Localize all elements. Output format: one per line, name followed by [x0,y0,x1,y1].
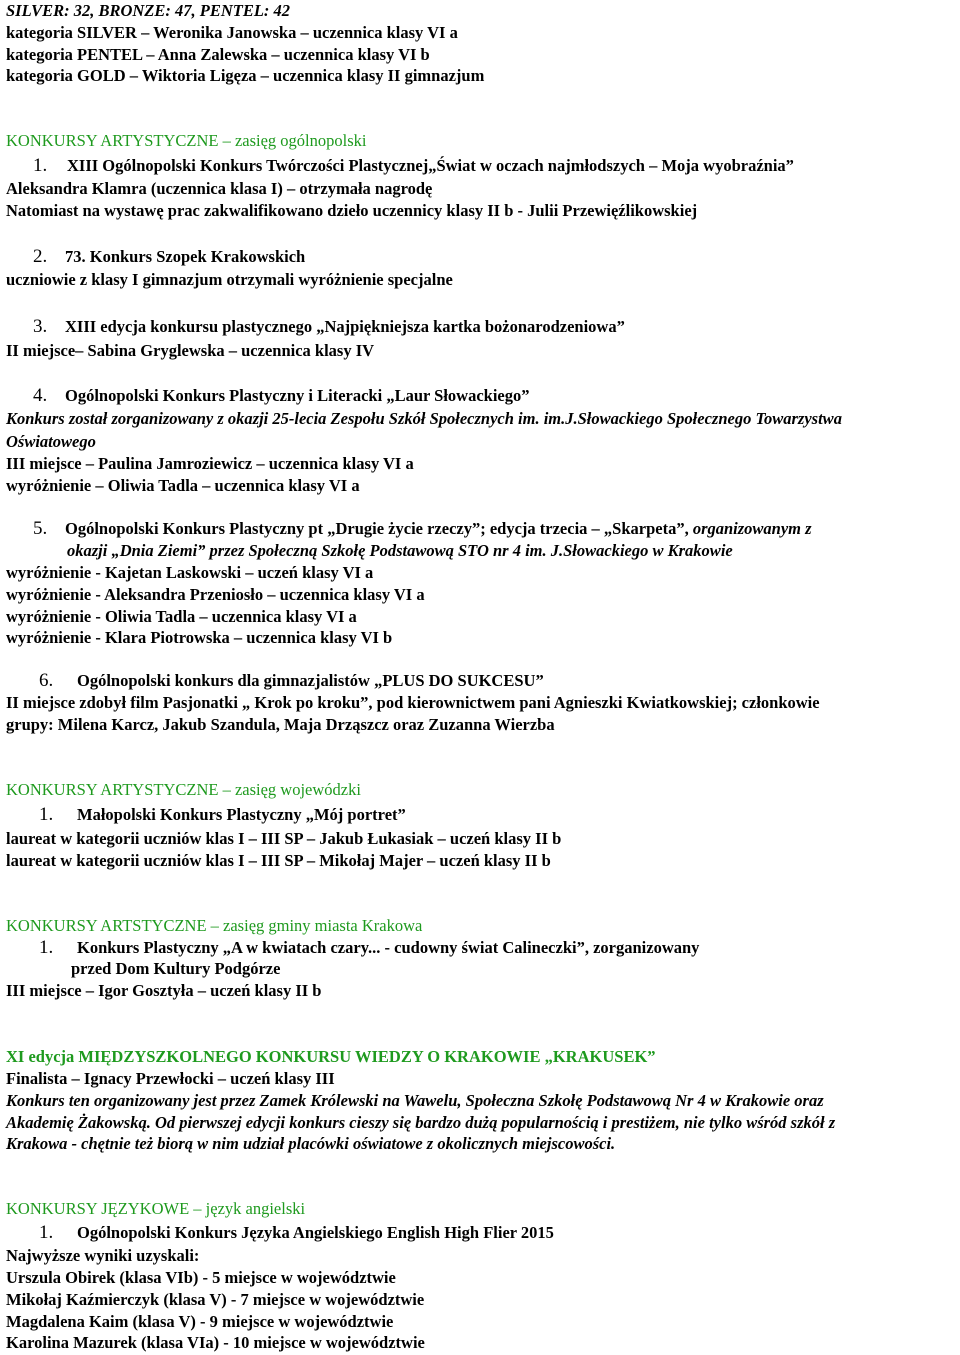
section-heading-krakusek: XI edycja MIĘDZYSZKOLNEGO KONKURSU WIEDZY O KRAKOWIE „KRAKUSEK” [6,1047,656,1066]
category-pentel-line: kategoria PENTEL – Anna Zalewska – uczennica klasy VI b [6,45,430,64]
item-title: Małopolski Konkurs Plastyczny „Mój portret” [77,805,406,824]
item-note: Konkurs został zorganizowany z okazji 25-lecia Zespołu Szkół Społecznych im. im.J.Słowackiego Społecznego Towarzystwa [6,409,842,428]
item-line: III miejsce – Paulina Jamroziewicz – uczennica klasy VI a [6,454,414,473]
item-title: XIII edycja konkursu plastycznego „Najpiękniejsza kartka bożonarodzeniowa” [65,317,625,336]
item-line: Mikołaj Kaźmierczyk (klasa V) - 7 miejsce w województwie [6,1290,425,1309]
section-heading-language: KONKURSY JĘZYKOWE – język angielski [6,1199,306,1218]
section-heading-city: KONKURSY ARTSTYCZNE – zasięg gminy miasta Krakowa [6,916,423,935]
item-title: Ogólnopolski konkurs dla gimnazjalistów „PLUS DO SUKCESU” [77,671,544,690]
item-line: wyróżnienie - Kajetan Laskowski – uczeń klasy VI a [6,563,374,582]
item-line: przed Dom Kultury Podgórze [71,959,281,978]
item-line: Najwyższe wyniki uzyskali: [6,1246,200,1265]
item-line: III miejsce – Igor Gosztyła – uczeń klasy II b [6,981,322,1000]
list-item [6,155,958,177]
section-heading-national: KONKURSY ARTYSTYCZNE – zasięg ogólnopolski [6,131,367,150]
results-summary-line: SILVER: 32, BRONZE: 47, PENTEL: 42 [6,1,291,20]
section-heading-regional: KONKURSY ARTYSTYCZNE – zasięg wojewódzki [6,780,361,799]
item-line: Natomiast na wystawę prac zakwalifikowano dzieło uczennicy klasy II b - Julii Przewięźlikowskiej [6,201,698,220]
item-note: Oświatowego [6,432,96,451]
list-item [6,1222,958,1244]
item-line: laureat w kategorii uczniów klas I – III SP – Mikołaj Majer – uczeń klasy II b [6,851,551,870]
item-note: Akademię Żakowską. Od pierwszej edycji konkurs cieszy się bardzo dużą popularnością i prestiżem, nie tylko wśród szkół z [6,1113,836,1132]
item-line: wyróżnienie – Oliwia Tadla – uczennica klasy VI a [6,476,360,495]
item-number: 6. [39,670,54,691]
item-line: Magdalena Kaim (klasa V) - 9 miejsce w województwie [6,1312,394,1331]
item-number: 1. [33,155,48,176]
item-line: Karolina Mazurek (klasa VIa) - 10 miejsce w województwie [6,1333,425,1352]
item-title: Ogólnopolski Konkurs Plastyczny i Literacki „Laur Słowackiego” [65,386,530,405]
item-note: Konkurs ten organizowany jest przez Zamek Królewski na Wawelu, Społeczna Szkołę Podstawową Nr 4 w Krakowie oraz [6,1091,824,1110]
item-title: XIII Ogólnopolski Konkurs Twórczości Plastycznej„Świat w oczach najmłodszych – Moja wyobraźnia” [67,156,794,175]
item-title: Ogólnopolski Konkurs Języka Angielskiego English High Flier 2015 [77,1223,554,1242]
item-number: 1. [39,1222,54,1243]
item-line: wyróżnienie - Oliwia Tadla – uczennica klasy VI a [6,607,357,626]
category-silver-line: kategoria SILVER – Weronika Janowska – uczennica klasy VI a [6,23,458,42]
item-line: Aleksandra Klamra (uczennica klasa I) – otrzymała nagrodę [6,179,433,198]
item-line: laureat w kategorii uczniów klas I – III SP – Jakub Łukasiak – uczeń klasy II b [6,829,562,848]
item-line: wyróżnienie - Klara Piotrowska – uczennica klasy VI b [6,628,393,647]
item-number: 3. [33,316,48,337]
item-number: 4. [33,385,48,406]
list-item [6,937,958,959]
item-line: grupy: Milena Karcz, Jakub Szandula, Maja Drząszcz oraz Zuzanna Wierzba [6,715,555,734]
item-line: wyróżnienie - Aleksandra Przeniosło – uczennica klasy VI a [6,585,425,604]
item-number: 5. [33,518,48,539]
list-item [6,246,958,268]
list-item [6,385,958,407]
list-item [6,518,958,540]
item-number: 1. [39,937,54,958]
list-item [6,670,958,692]
item-title: Ogólnopolski Konkurs Plastyczny pt „Drugie życie rzeczy”; edycja trzecia – „Skarpeta”, [65,519,693,538]
item-number: 2. [33,246,48,267]
item-line: uczniowie z klasy I gimnazjum otrzymali wyróżnienie specjalne [6,270,453,289]
item-line: II miejsce zdobył film Pasjonatki „ Krok po kroku”, pod kierownictwem pani Agnieszki Kwiatkowskiej; członkowie [6,693,820,712]
list-item [6,804,958,826]
item-note: Krakowa - chętnie też biorą w nim udział placówki oświatowe z okolicznych miejscowości. [6,1134,616,1153]
item-title: 73. Konkurs Szopek Krakowskich [65,247,306,266]
item-number: 1. [39,804,54,825]
item-title: Konkurs Plastyczny „A w kwiatach czary... - cudowny świat Calineczki”, zorganizowany [77,938,700,957]
item-line: Finalista – Ignacy Przewłocki – uczeń klasy III [6,1069,335,1088]
item-note: okazji „Dnia Ziemi” przez Społeczną Szkołę Podstawową STO nr 4 im. J.Słowackiego w Krakowie [67,541,733,560]
item-line: II miejsce– Sabina Gryglewska – uczennica klasy IV [6,341,375,360]
category-gold-line: kategoria GOLD – Wiktoria Ligęza – uczennica klasy II gimnazjum [6,66,485,85]
list-item [6,316,958,338]
item-title-italic: organizowanym z [692,519,812,538]
item-line: Urszula Obirek (klasa VIb) - 5 miejsce w województwie [6,1268,396,1287]
